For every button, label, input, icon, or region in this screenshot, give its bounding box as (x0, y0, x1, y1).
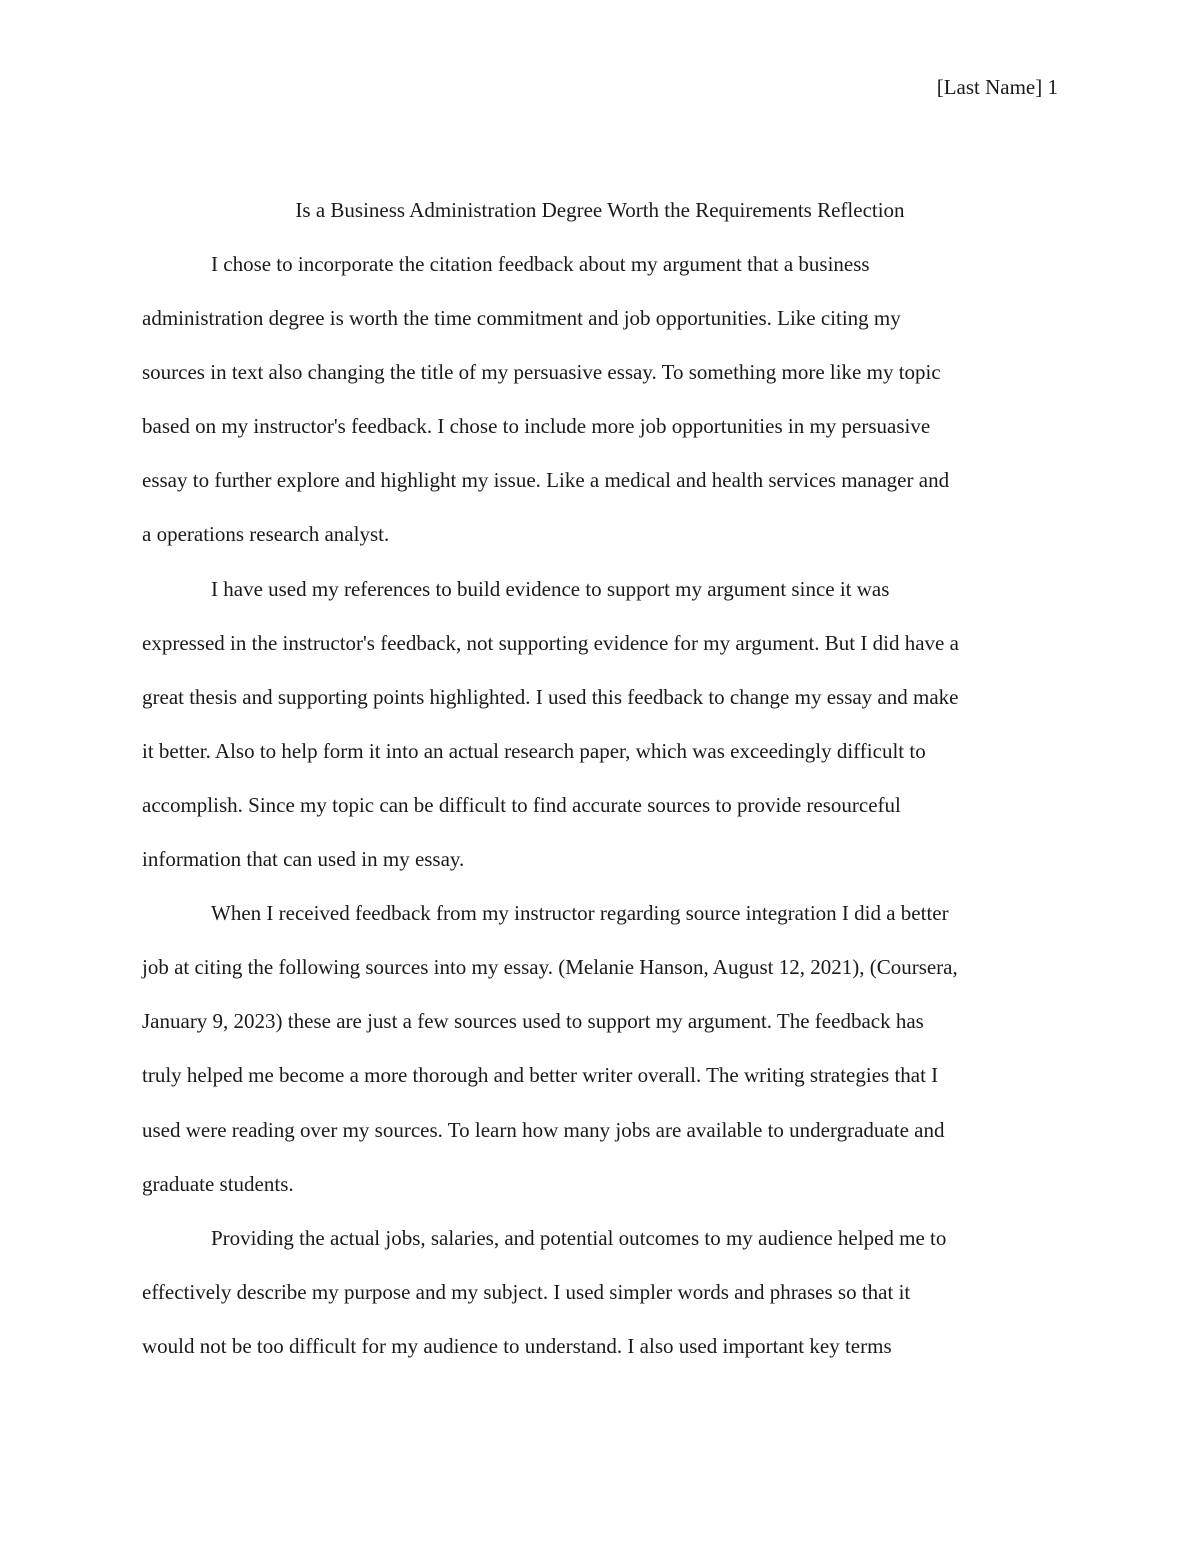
text-line: accomplish. Since my topic can be difficult to find accurate sources to provide resourceful (142, 792, 901, 817)
document-title: Is a Business Administration Degree Worth the Requirements Reflection (295, 198, 905, 222)
text-line: sources in text also changing the title of my persuasive essay. To something more like my topic (142, 360, 941, 385)
text-line: I chose to incorporate the citation feedback about my argument that a business (211, 252, 870, 276)
text-line: truly helped me become a more thorough and better writer overall. The writing strategies that I (142, 1063, 939, 1088)
text-line: administration degree is worth the time commitment and job opportunities. Like citing my (142, 306, 901, 331)
document-body (142, 237, 1058, 1373)
text-line: January 9, 2023) these are just a few sources used to support my argument. The feedback has (142, 1009, 924, 1034)
text-line: a operations research analyst. (142, 522, 390, 547)
text-line: it better. Also to help form it into an actual research paper, which was exceedingly difficult to (142, 738, 926, 763)
running-head: [Last Name] 1 (936, 75, 1058, 99)
paragraph (142, 237, 1058, 562)
text-line: I have used my references to build evidence to support my argument since it was (211, 576, 890, 601)
text-line: effectively describe my purpose and my subject. I used simpler words and phrases so that it (142, 1279, 911, 1304)
paragraph (142, 1211, 1058, 1373)
text-line: graduate students. (142, 1171, 294, 1196)
text-line: information that can used in my essay. (142, 847, 465, 872)
text-line: essay to further explore and highlight my issue. Like a medical and health services manager and (142, 468, 950, 493)
text-line: would not be too difficult for my audience to understand. I also used important key terms (142, 1333, 892, 1358)
text-line: based on my instructor's feedback. I chose to include more job opportunities in my persuasive (142, 414, 931, 439)
paragraph (142, 886, 1058, 1211)
text-line: Providing the actual jobs, salaries, and potential outcomes to my audience helped me to (211, 1225, 947, 1250)
text-line: expressed in the instructor's feedback, not supporting evidence for my argument. But I did have a (142, 630, 959, 655)
paragraph (142, 562, 1058, 887)
text-line: great thesis and supporting points highlighted. I used this feedback to change my essay and make (142, 684, 959, 709)
text-line: used were reading over my sources. To learn how many jobs are available to undergraduate and (142, 1117, 945, 1142)
text-line: When I received feedback from my instructor regarding source integration I did a better (211, 901, 949, 926)
text-line: job at citing the following sources into my essay. (Melanie Hanson, August 12, 2021), (Coursera, (142, 955, 958, 980)
